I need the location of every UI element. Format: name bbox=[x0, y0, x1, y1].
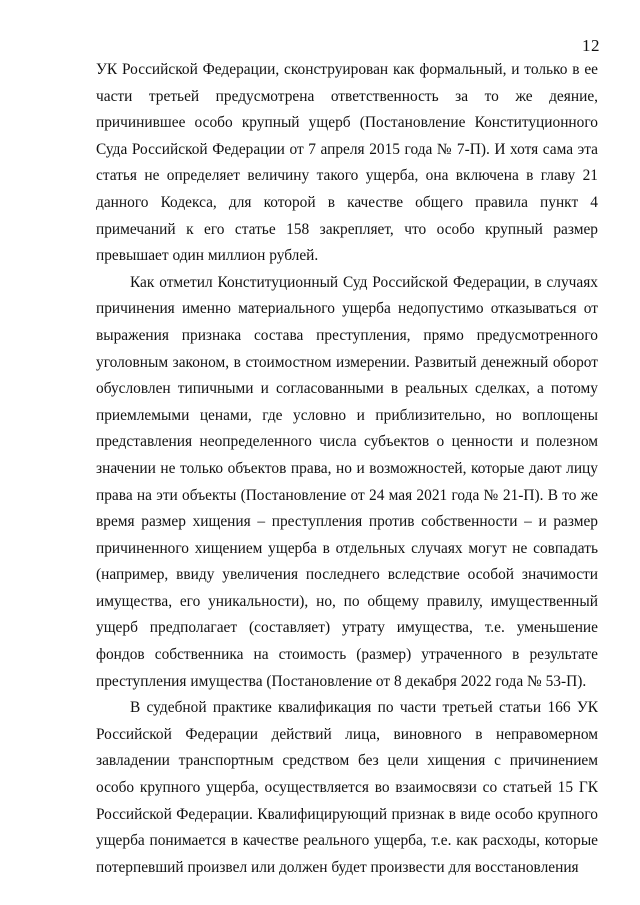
paragraph-2: Как отметил Конституционный Суд Российской Федерации, в случаях причинения именно материального ущерба недопустимо отказываться от выражения признака состава преступления, прямо предусмотренного уголовным законом, в стоимостном измерении. Развитый денежный оборот обусловлен типичными и согласованными в реальных сделках, а потому приемлемыми ценами, где условно и приблизительно, но воплощены представления неопределенного числа субъектов о ценности и полезном значении не только объектов права, но и возможностей, которые дают лицу права на эти объекты (Постановление от 24 мая 2021 года № 21-П). В то же время размер хищения – преступления против собственности – и размер причиненного хищением ущерба в отдельных случаях могут не совпадать (например, ввиду увеличения последнего вследствие особой значимости имущества, его уникальности), но, по общему правилу, имущественный ущерб предполагает (составляет) утрату имущества, т.е. уменьшение фондов собственника на стоимость (размер) утраченного в результате преступления имущества (Постановление от 8 декабря 2022 года № 53-П). bbox=[96, 273, 598, 690]
paragraph-3: В судебной практике квалификация по части третьей статьи 166 УК Российской Федерации действий лица, виновного в неправомерном завладении транспортным средством без цели хищения с причинением особо крупного ущерба, осуществляется во взаимосвязи со статьей 15 ГК Российской Федерации. Квалифицирующий признак в виде особо крупного ущерба понимается в качестве реального ущерба, т.е. как расходы, которые потерпевший произвел или должен будет произвести для восстановления bbox=[96, 699, 598, 876]
page-number: 12 bbox=[582, 36, 600, 55]
paragraph-1: УК Российской Федерации, сконструирован как формальный, и только в ее части третьей предусмотрена ответственность за то же деяние, причинившее особо крупный ущерб (Постановление Конституционного Суда Российской Федерации от 7 апреля 2015 года № 7-П). И хотя сама эта статья не определяет величину такого ущерба, она включена в главу 21 данного Кодекса, для которой в качестве общего правила пункт 4 примечаний к его статье 158 закрепляет, что особо крупный размер превышает один миллион рублей. bbox=[96, 61, 598, 265]
body-text bbox=[96, 57, 598, 881]
